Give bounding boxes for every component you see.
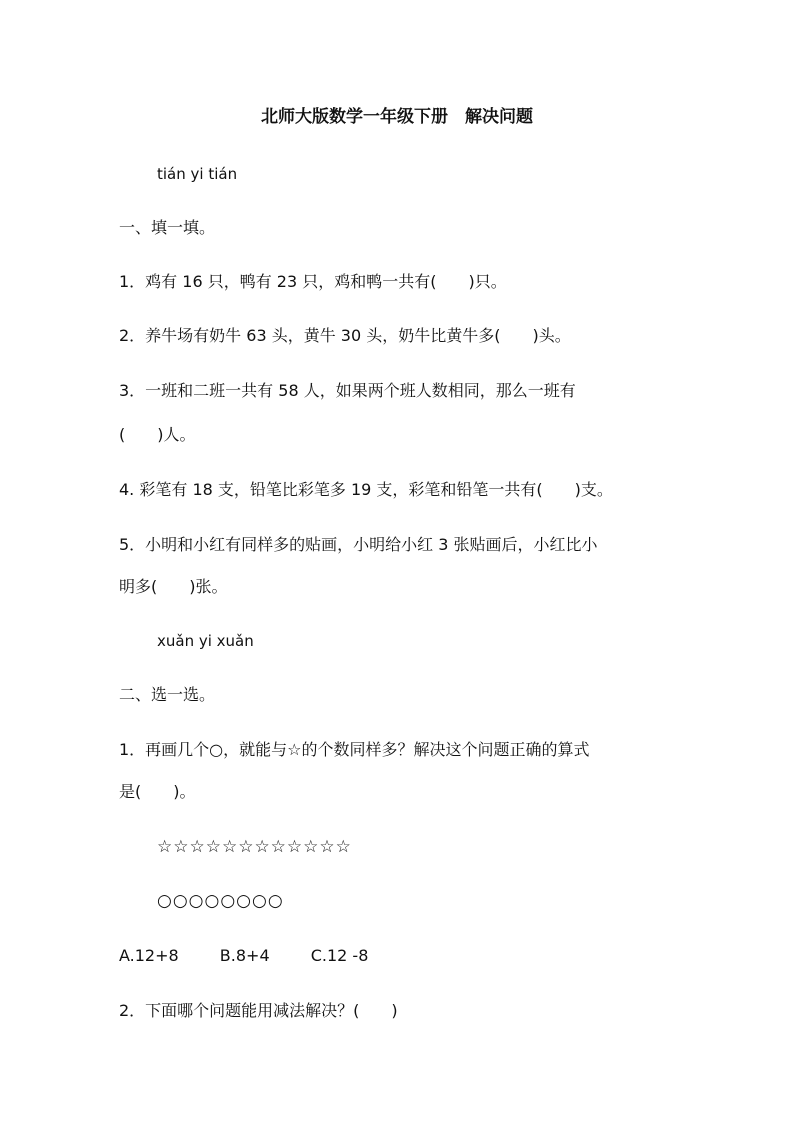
- fill-question-1: 1．鸡有 16 只，鸭有 23 只，鸡和鸭一共有( )只。: [119, 272, 507, 291]
- section2-heading: 二、选一选。: [119, 685, 216, 704]
- fill-question-4: 4. 彩笔有 18 支，铅笔比彩笔多 19 支，彩笔和铅笔一共有( )支。: [119, 480, 613, 499]
- section2-pinyin: xuǎn yi xuǎn: [157, 632, 254, 650]
- star-row: ☆☆☆☆☆☆☆☆☆☆☆☆: [157, 837, 352, 857]
- fill-question-5-line1: 5．小明和小红有同样多的贴画，小明给小红 3 张贴画后，小红比小: [119, 535, 598, 554]
- fill-question-5-line2: 明多( )张。: [119, 577, 228, 596]
- choice-question-1-line1: 1．再画几个○，就能与☆的个数同样多？解决这个问题正确的算式: [119, 740, 590, 759]
- fill-question-2: 2．养牛场有奶牛 63 头，黄牛 30 头，奶牛比黄牛多( )头。: [119, 326, 571, 345]
- choice-question-1-line2: 是( )。: [119, 782, 196, 801]
- page-title: 北师大版数学一年级下册 解决问题: [261, 107, 533, 127]
- section1-heading: 一、填一填。: [119, 218, 216, 237]
- choice-question-2: 2．下面哪个问题能用减法解决？( ): [119, 1001, 398, 1020]
- section1-pinyin: tián yi tián: [157, 165, 238, 183]
- option-b: B.8+4: [219, 946, 270, 965]
- option-c: C.12 -8: [310, 946, 369, 965]
- fill-question-3-line1: 3．一班和二班一共有 58 人，如果两个班人数相同，那么一班有: [119, 381, 576, 400]
- circle-row: ○○○○○○○○: [157, 891, 284, 911]
- answer-options: [119, 945, 679, 967]
- option-a: A.12+8: [119, 946, 179, 965]
- fill-question-3-line2: ( )人。: [119, 425, 196, 444]
